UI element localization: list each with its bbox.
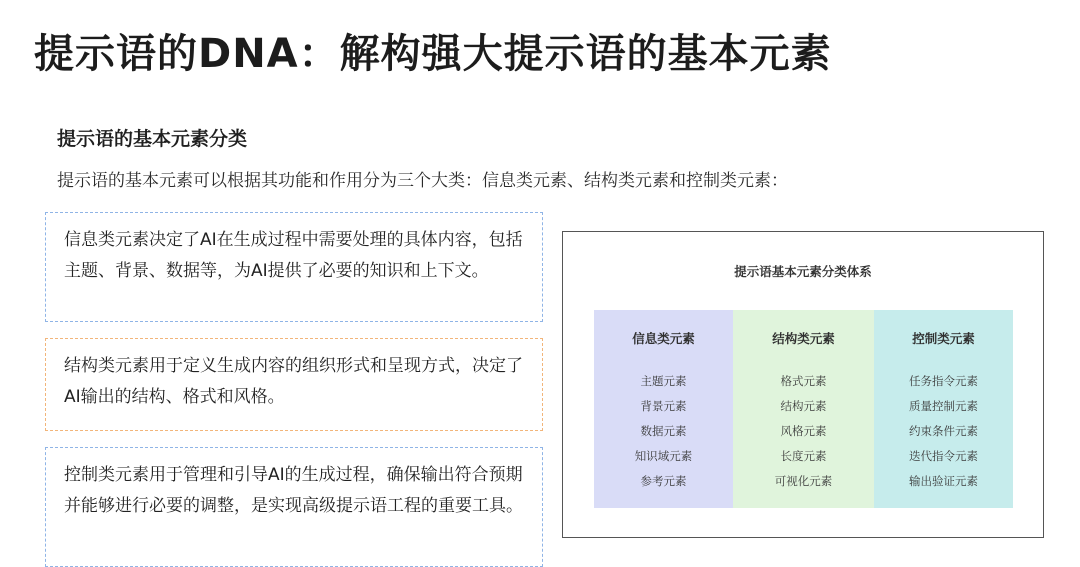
classification-diagram bbox=[562, 231, 1044, 538]
column-item: 任务指令元素 bbox=[909, 374, 978, 388]
column-item: 知识域元素 bbox=[634, 449, 693, 463]
column-item: 约束条件元素 bbox=[909, 424, 978, 438]
column-item: 质量控制元素 bbox=[909, 399, 978, 413]
column-item: 风格元素 bbox=[780, 424, 827, 438]
column-item: 结构元素 bbox=[780, 399, 827, 413]
page-title: 提示语的DNA：解构强大提示语的基本元素 bbox=[34, 31, 832, 77]
diagram-column-structure bbox=[733, 310, 874, 508]
column-item: 参考元素 bbox=[640, 474, 687, 488]
diagram-title: 提示语基本元素分类体系 bbox=[734, 264, 872, 279]
diagram-column-info bbox=[594, 310, 733, 508]
column-heading: 控制类元素 bbox=[912, 331, 975, 346]
info-elements-description: 信息类元素决定了AI在生成过程中需要处理的具体内容，包括主题、背景、数据等，为AI提供了必要的知识和上下文。 bbox=[64, 230, 523, 281]
section-intro: 提示语的基本元素可以根据其功能和作用分为三个大类：信息类元素、结构类元素和控制类元素： bbox=[57, 171, 788, 191]
structure-elements-card bbox=[45, 338, 543, 431]
column-item: 主题元素 bbox=[640, 374, 687, 388]
section-heading: 提示语的基本元素分类 bbox=[57, 128, 248, 150]
diagram-column-control bbox=[874, 310, 1013, 508]
column-item: 格式元素 bbox=[780, 374, 827, 388]
column-item: 可视化元素 bbox=[774, 474, 833, 488]
column-item: 输出验证元素 bbox=[909, 474, 978, 488]
column-heading: 信息类元素 bbox=[632, 331, 695, 346]
control-elements-description: 控制类元素用于管理和引导AI的生成过程，确保输出符合预期并能够进行必要的调整，是实现高级提示语工程的重要工具。 bbox=[64, 465, 523, 516]
structure-elements-description: 结构类元素用于定义生成内容的组织形式和呈现方式，决定了AI输出的结构、格式和风格。 bbox=[64, 356, 523, 407]
info-elements-card bbox=[45, 212, 543, 322]
control-elements-card bbox=[45, 447, 543, 567]
column-item: 长度元素 bbox=[780, 449, 827, 463]
column-heading: 结构类元素 bbox=[772, 331, 835, 346]
column-item: 背景元素 bbox=[640, 399, 687, 413]
column-item: 迭代指令元素 bbox=[909, 449, 978, 463]
column-item: 数据元素 bbox=[640, 424, 687, 438]
